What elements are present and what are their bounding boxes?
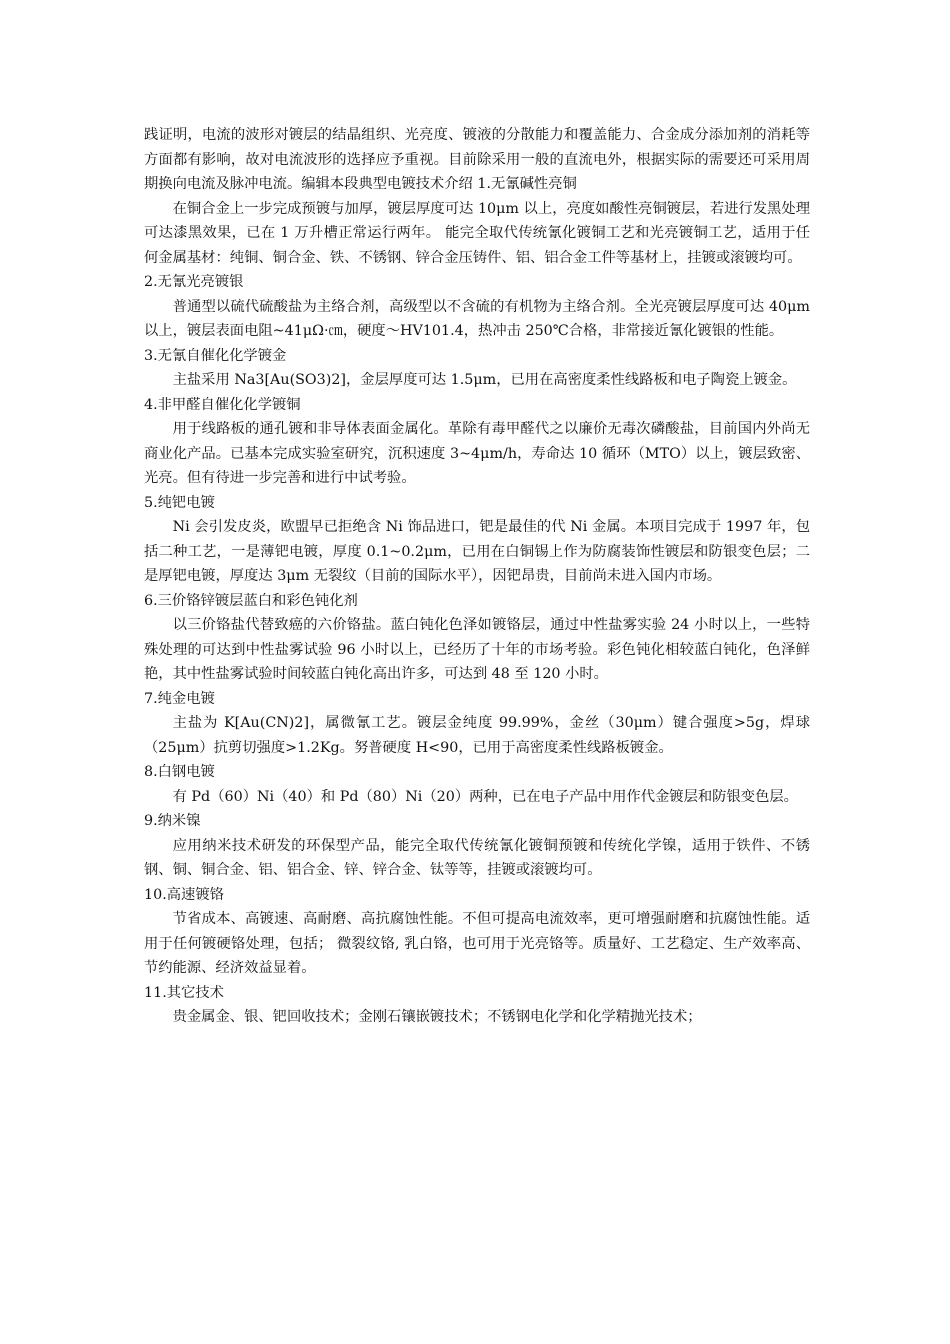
document-page (144, 123, 810, 1030)
section-2-paragraph: 普通型以硫代硫酸盐为主络合剂，高级型以不含硫的有机物为主络合剂。全光亮镀层厚度可达 40μm 以上，镀层表面电阻~41μΩ·㎝，硬度～HV101.4，热冲击 250℃合格，非常接近氰化镀银的性能。 (144, 298, 810, 339)
intro-paragraph: 践证明，电流的波形对镀层的结晶组织、光亮度、镀液的分散能力和覆盖能力、合金成分添加剂的消耗等方面都有影响，故对电流波形的选择应予重视。目前除采用一般的直流电外，根据实际的需要还可采用周期换向电流及脉冲电流。编辑本段典型电镀技术介绍 1.无氰碱性亮铜 (144, 127, 810, 192)
section-6-heading: 6.三价铬锌镀层蓝白和彩色钝化剂 (144, 592, 358, 609)
section-8-heading: 8.白钢电镀 (144, 764, 215, 780)
section-5-paragraph: Ni 会引发皮炎，欧盟早已拒绝含 Ni 饰品进口，钯是最佳的代 Ni 金属。本项目完成于 1997 年，包括二种工艺，一是薄钯电镀，厚度 0.1~0.2μm，已用在白铜锡上作为防腐装饰性镀层和防银变色层；二是厚钯电镀，厚度达 3μm 无裂纹（目前的国际水平），因钯昂贵，目前尚未进入国内市场。 (144, 519, 810, 584)
section-10-paragraph: 节省成本、高镀速、高耐磨、高抗腐蚀性能。不但可提高电流效率，更可增强耐磨和抗腐蚀性能。适用于任何镀硬铬处理，包括； 微裂纹铬, 乳白铬，也可用于光亮铬等。质量好、工艺稳定、生产效率高、节约能源、经济效益显着。 (144, 911, 810, 976)
section-4-heading: 4.非甲醛自催化化学镀铜 (144, 396, 301, 413)
section-11-paragraph: 贵金属金、银、钯回收技术；金刚石镶嵌镀技术；不锈钢电化学和化学精抛光技术； (172, 1009, 702, 1025)
section-9-heading: 9.纳米镍 (144, 813, 201, 829)
section-7-heading: 7.纯金电镀 (144, 690, 215, 707)
section-6-paragraph: 以三价铬盐代替致癌的六价铬盐。蓝白钝化色泽如镀铬层，通过中性盐雾实验 24 小时以上，一些特殊处理的可达到中性盐雾试验 96 小时以上，已经历了十年的市场考验。彩色钝化相较蓝白钝化，色泽鲜艳，其中性盐雾试验时间较蓝白钝化高出许多，可达到 48 至 120 小时。 (144, 617, 810, 682)
section-3-heading: 3.无氰自催化化学镀金 (144, 347, 287, 364)
section-3-paragraph: 主盐采用 Na3[Au(SO3)2]，金层厚度可达 1.5μm，已用在高密度柔性线路板和电子陶瓷上镀金。 (172, 372, 797, 388)
section-11-heading: 11.其它技术 (144, 984, 224, 1001)
section-1-paragraph: 在铜合金上一步完成预镀与加厚，镀层厚度可达 10μm 以上，亮度如酸性亮铜镀层，若进行发黑处理可达漆黑效果，已在 1 万升槽正常运行两年。 能完全取代传统氰化镀铜工艺和光亮镀铜工艺，适用于任何金属基材：纯铜、铜合金、铁、不锈钢、锌合金压铸件、铝、铝合金工件等基材上，挂镀或滚镀均可。 (144, 200, 810, 266)
section-4-paragraph: 用于线路板的通孔镀和非导体表面金属化。革除有毒甲醛代之以廉价无毒次磷酸盐，目前国内外尚无商业化产品。已基本完成实验室研究，沉积速度 3~4μm/h，寿命达 10 循环（MTO）以上，镀层致密、光亮。但有待进一步完善和进行中试考验。 (144, 421, 810, 486)
section-5-heading: 5.纯钯电镀 (144, 494, 215, 511)
section-10-heading: 10.高速镀铬 (144, 886, 224, 903)
section-9-paragraph: 应用纳米技术研发的环保型产品，能完全取代传统氰化镀铜预镀和传统化学镍，适用于铁件、不锈钢、铜、铜合金、铝、铝合金、锌、锌合金、钛等等，挂镀或滚镀均可。 (144, 837, 810, 878)
section-7-paragraph: 主盐为 K[Au(CN)2]，属微氰工艺。镀层金纯度 99.99%，金丝（30μm）键合强度>5g，焊球（25μm）抗剪切强度>1.2Kg。努普硬度 H<90，已用于高密度柔性线路板镀金。 (144, 715, 810, 756)
section-8-paragraph: 有 Pd（60）Ni（40）和 Pd（80）Ni（20）两种，已在电子产品中用作代金镀层和防银变色层。 (172, 788, 798, 805)
section-2-heading: 2.无氰光亮镀银 (144, 274, 244, 290)
